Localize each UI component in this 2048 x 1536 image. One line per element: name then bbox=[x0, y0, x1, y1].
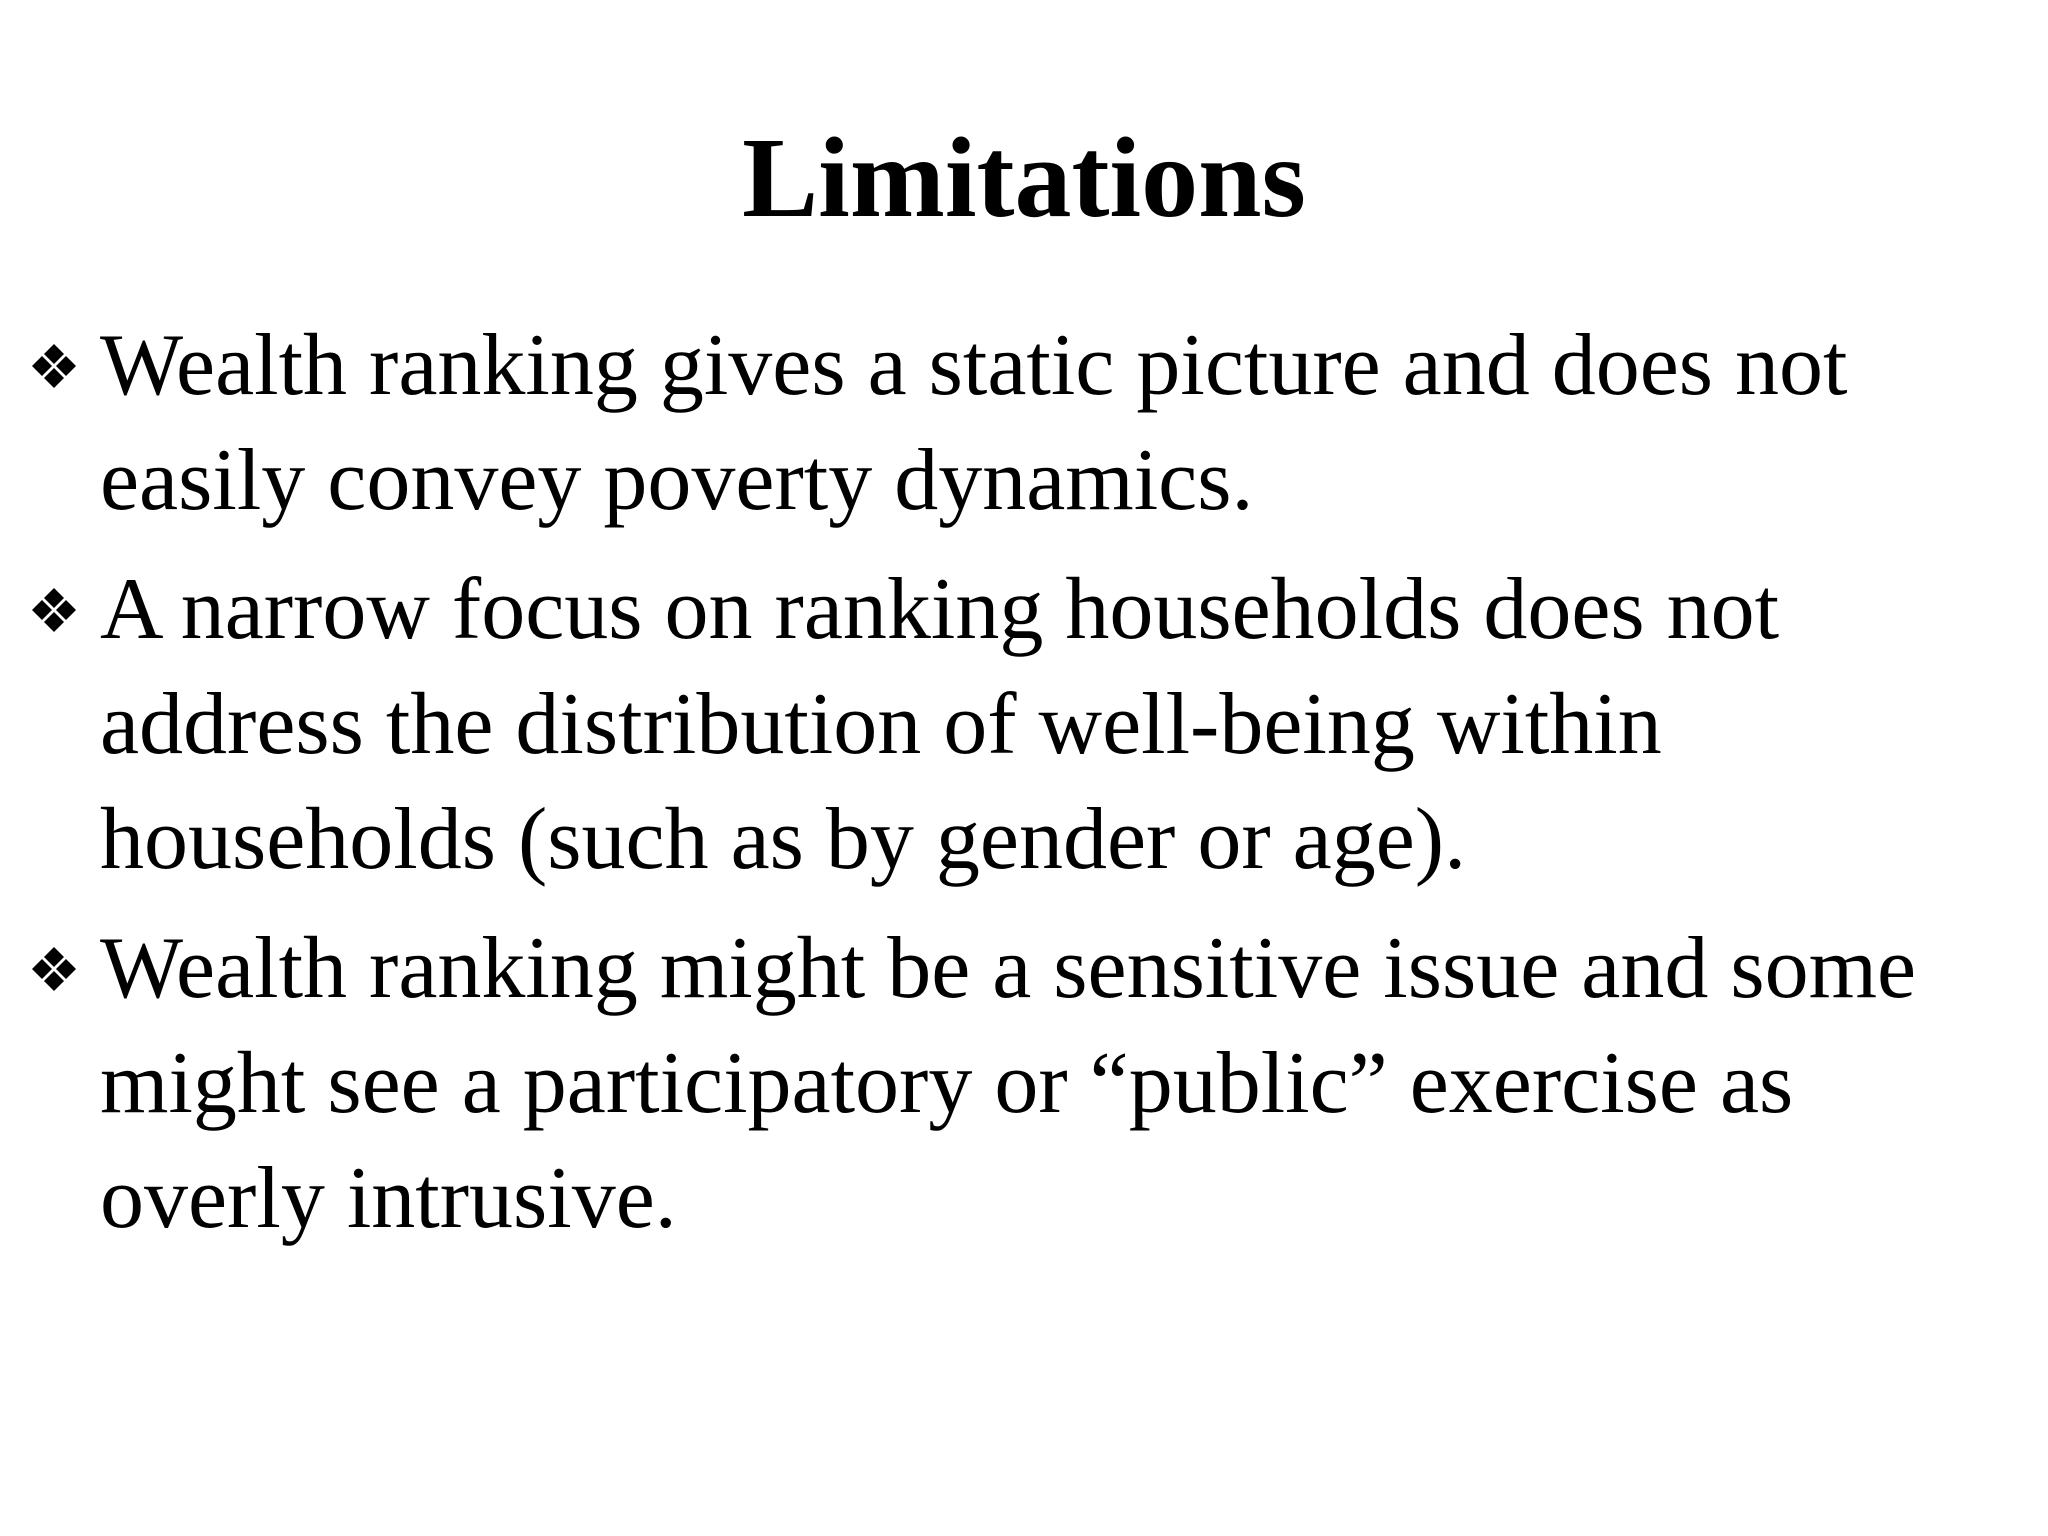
bullet-text: Wealth ranking might be a sensitive issue and some might see a participatory or “public” exercise as overly intrusive. bbox=[100, 920, 1917, 1247]
bullet-list bbox=[22, 308, 2012, 1262]
four-diamond-bullet-icon bbox=[22, 344, 92, 388]
slide-title: Limitations bbox=[742, 114, 1306, 241]
bullet-item bbox=[22, 552, 2012, 897]
four-diamond-bullet-icon bbox=[22, 588, 92, 632]
bullet-text: Wealth ranking gives a static picture and does not easily convey poverty dynamics. bbox=[100, 317, 1848, 529]
four-diamond-bullet-icon bbox=[22, 947, 92, 991]
bullet-item bbox=[22, 308, 2012, 538]
bullet-item bbox=[22, 911, 2012, 1256]
bullet-text: A narrow focus on ranking households does not address the distribution of well-being within households (such as by gender or age). bbox=[100, 561, 1780, 888]
